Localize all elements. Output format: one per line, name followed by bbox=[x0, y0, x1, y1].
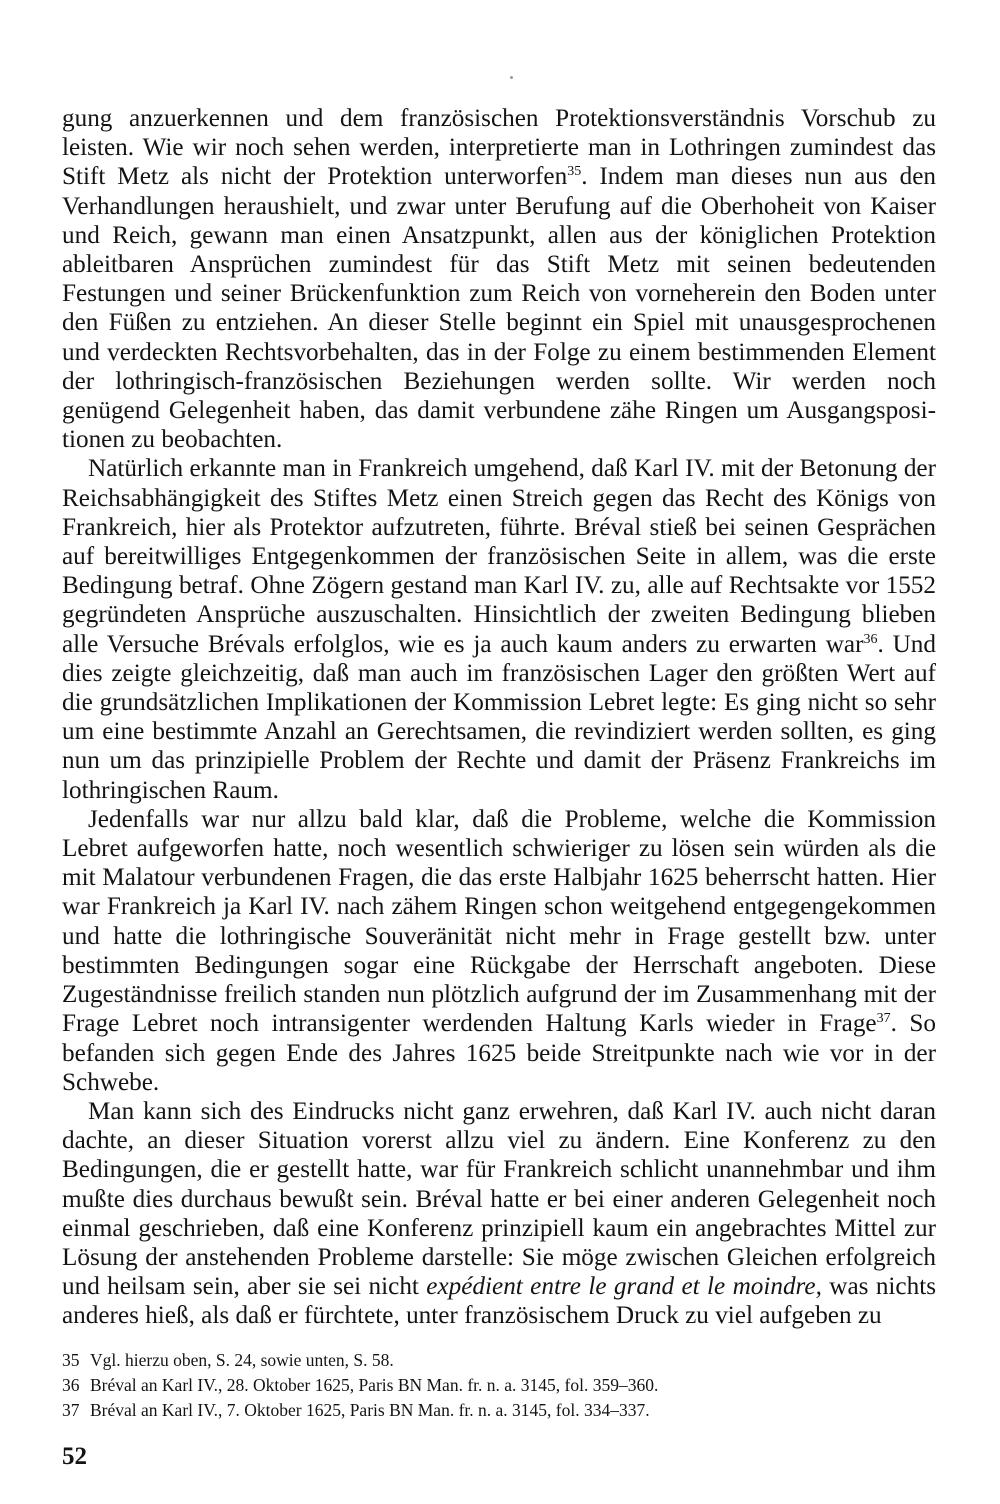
footnote-text: Vgl. hierzu oben, S. 24, sowie unten, S. 58. bbox=[90, 1350, 394, 1370]
footnote-number: 36 bbox=[62, 1375, 80, 1395]
paragraph-3-text-a: Jedenfalls war nur allzu bald klar, daß die Probleme, welche die Kommission Lebret aufgeworfen hatte, noch wesentlich schwieriger zu lösen sein würden als die mit Malatour verbundenen Fragen, die das erste Halbjahr 1625 beherrscht hatten. Hier war Frankreich ja Karl IV. nach zähem Ringen schon weitgehend entgegengekommen und hatte die lothringische Souveränität nicht mehr in Frage gestellt bzw. unter bestimmten Bedingungen sogar eine Rückgabe der Herrschaft angeboten. Diese Zugeständnisse freilich standen nun plötzlich aufgrund der im Zusammenhang mit der Frage Lebret noch intransigenter werdenden Haltung Karls wieder in Frage bbox=[62, 805, 936, 1038]
paragraph-2-text-b: . Und dies zeigte gleichzeitig, daß man auch im französischen Lager den größten Wert auf die grundsätzlichen Implikationen der Kommission Lebret legte: Es ging nicht so sehr um eine bestimmte Anzahl an Gerechtsamen, die revindiziert werden sollten, es ging nun um das prinzipielle Problem der Rechte und damit der Präsenz Frankreichs im lothringischen Raum. bbox=[62, 630, 936, 804]
footnote-number: 37 bbox=[62, 1400, 80, 1420]
paragraph-1 bbox=[62, 104, 936, 454]
paragraph-3-text-b: . So befanden sich gegen Ende des Jahres 1625 beide Streitpunkte nach wie vor in der Schwebe. bbox=[62, 1010, 936, 1096]
footnote-ref-35[interactable]: 35 bbox=[567, 164, 582, 180]
footnote-number: 35 bbox=[62, 1350, 80, 1370]
paragraph-4 bbox=[62, 1097, 936, 1331]
page-number: 52 bbox=[62, 1443, 87, 1470]
footnote-37 bbox=[62, 1398, 936, 1423]
main-text bbox=[62, 104, 936, 1331]
paragraph-3 bbox=[62, 805, 936, 1097]
footnotes bbox=[62, 1348, 936, 1423]
paragraph-4-text-b: was nichts anderes hieß, als daß er fürchtete, unter französischem Druck zu viel aufgeben zu bbox=[62, 1273, 936, 1330]
paragraph-2-text-a: Natürlich erkannte man in Frankreich umgehend, daß Karl IV. mit der Betonung der Reichsabhängigkeit des Stiftes Metz einen Streich gegen das Recht des Königs von Frankreich, hier als Protektor aufzutreten, führte. Bréval stieß bei seinen Gesprächen auf bereitwilliges Entgegenkommen der französischen Seite in allem, was die erste Bedingung betraf. Ohne Zögern gestand man Karl IV. zu, alle auf Rechtsakte vor 1552 gegründeten Ansprüche auszuschalten. Hinsichtlich der zweiten Bedingung blieben alle Versuche Brévals erfolglos, wie es ja auch kaum anders zu erwarten war bbox=[62, 455, 936, 658]
footnote-text: Bréval an Karl IV., 28. Oktober 1625, Paris BN Man. fr. n. a. 3145, fol. 359–360. bbox=[90, 1375, 659, 1395]
footnote-35 bbox=[62, 1348, 936, 1373]
paragraph-4-text-a: Man kann sich des Eindrucks nicht ganz erwehren, daß Karl IV. auch nicht daran dachte, an dieser Situation vorerst allzu viel zu ändern. Eine Konferenz zu den Bedingungen, die er gestellt hatte, war für Frankreich schlicht unannehmbar und ihm mußte dies durchaus bewußt sein. Bréval hatte er bei einer anderen Gelegenheit noch einmal geschrieben, daß eine Konferenz prinzipiell kaum ein angebrachtes Mittel zur Lösung der anstehenden Probleme darstelle: Sie möge zwischen Gleichen erfolgreich und heilsam sein, aber sie sei nicht bbox=[62, 1097, 936, 1301]
footnote-text: Bréval an Karl IV., 7. Oktober 1625, Paris BN Man. fr. n. a. 3145, fol. 334–337. bbox=[90, 1400, 650, 1420]
paragraph-2 bbox=[62, 454, 936, 804]
paragraph-1-text-b: . Indem man dieses nun aus den Verhandlungen heraushielt, und zwar unter Berufung auf die Oberhoheit von Kaiser und Reich, gewann man einen Ansatzpunkt, allen aus der königlichen Protektion ableitbaren Ansprüchen zumindest für das Stift Metz mit seinen bedeutenden Festungen und seiner Brückenfunktion zum Reich von vorneherein den Boden unter den Füßen zu entziehen. An dieser Stelle beginnt ein Spiel mit unausgesprochenen und verdeckten Rechtsvorbehalten, das in der Folge zu einem bestimmenden Element der lothringisch-französischen Beziehungen werden sollte. Wir werden noch genügend Gelegenheit haben, das damit verbundene zähe Ringen um Ausgangspositionen zu beobachten. bbox=[62, 163, 936, 454]
paragraph-1-text-a: gung anzuerkennen und dem französischen Protektionsverständnis Vorschub zu leisten. Wie wir noch sehen werden, interpretierte man in Lothringen zumindest das Stift Metz als nicht der Protektion unterworfen bbox=[62, 105, 936, 191]
footnote-ref-36[interactable]: 36 bbox=[863, 631, 878, 647]
footnote-36 bbox=[62, 1373, 936, 1398]
footnote-ref-37[interactable]: 37 bbox=[876, 1011, 891, 1027]
paragraph-4-italic-quote: expédient entre le grand et le moindre, bbox=[426, 1273, 822, 1301]
scan-dot bbox=[510, 76, 513, 79]
